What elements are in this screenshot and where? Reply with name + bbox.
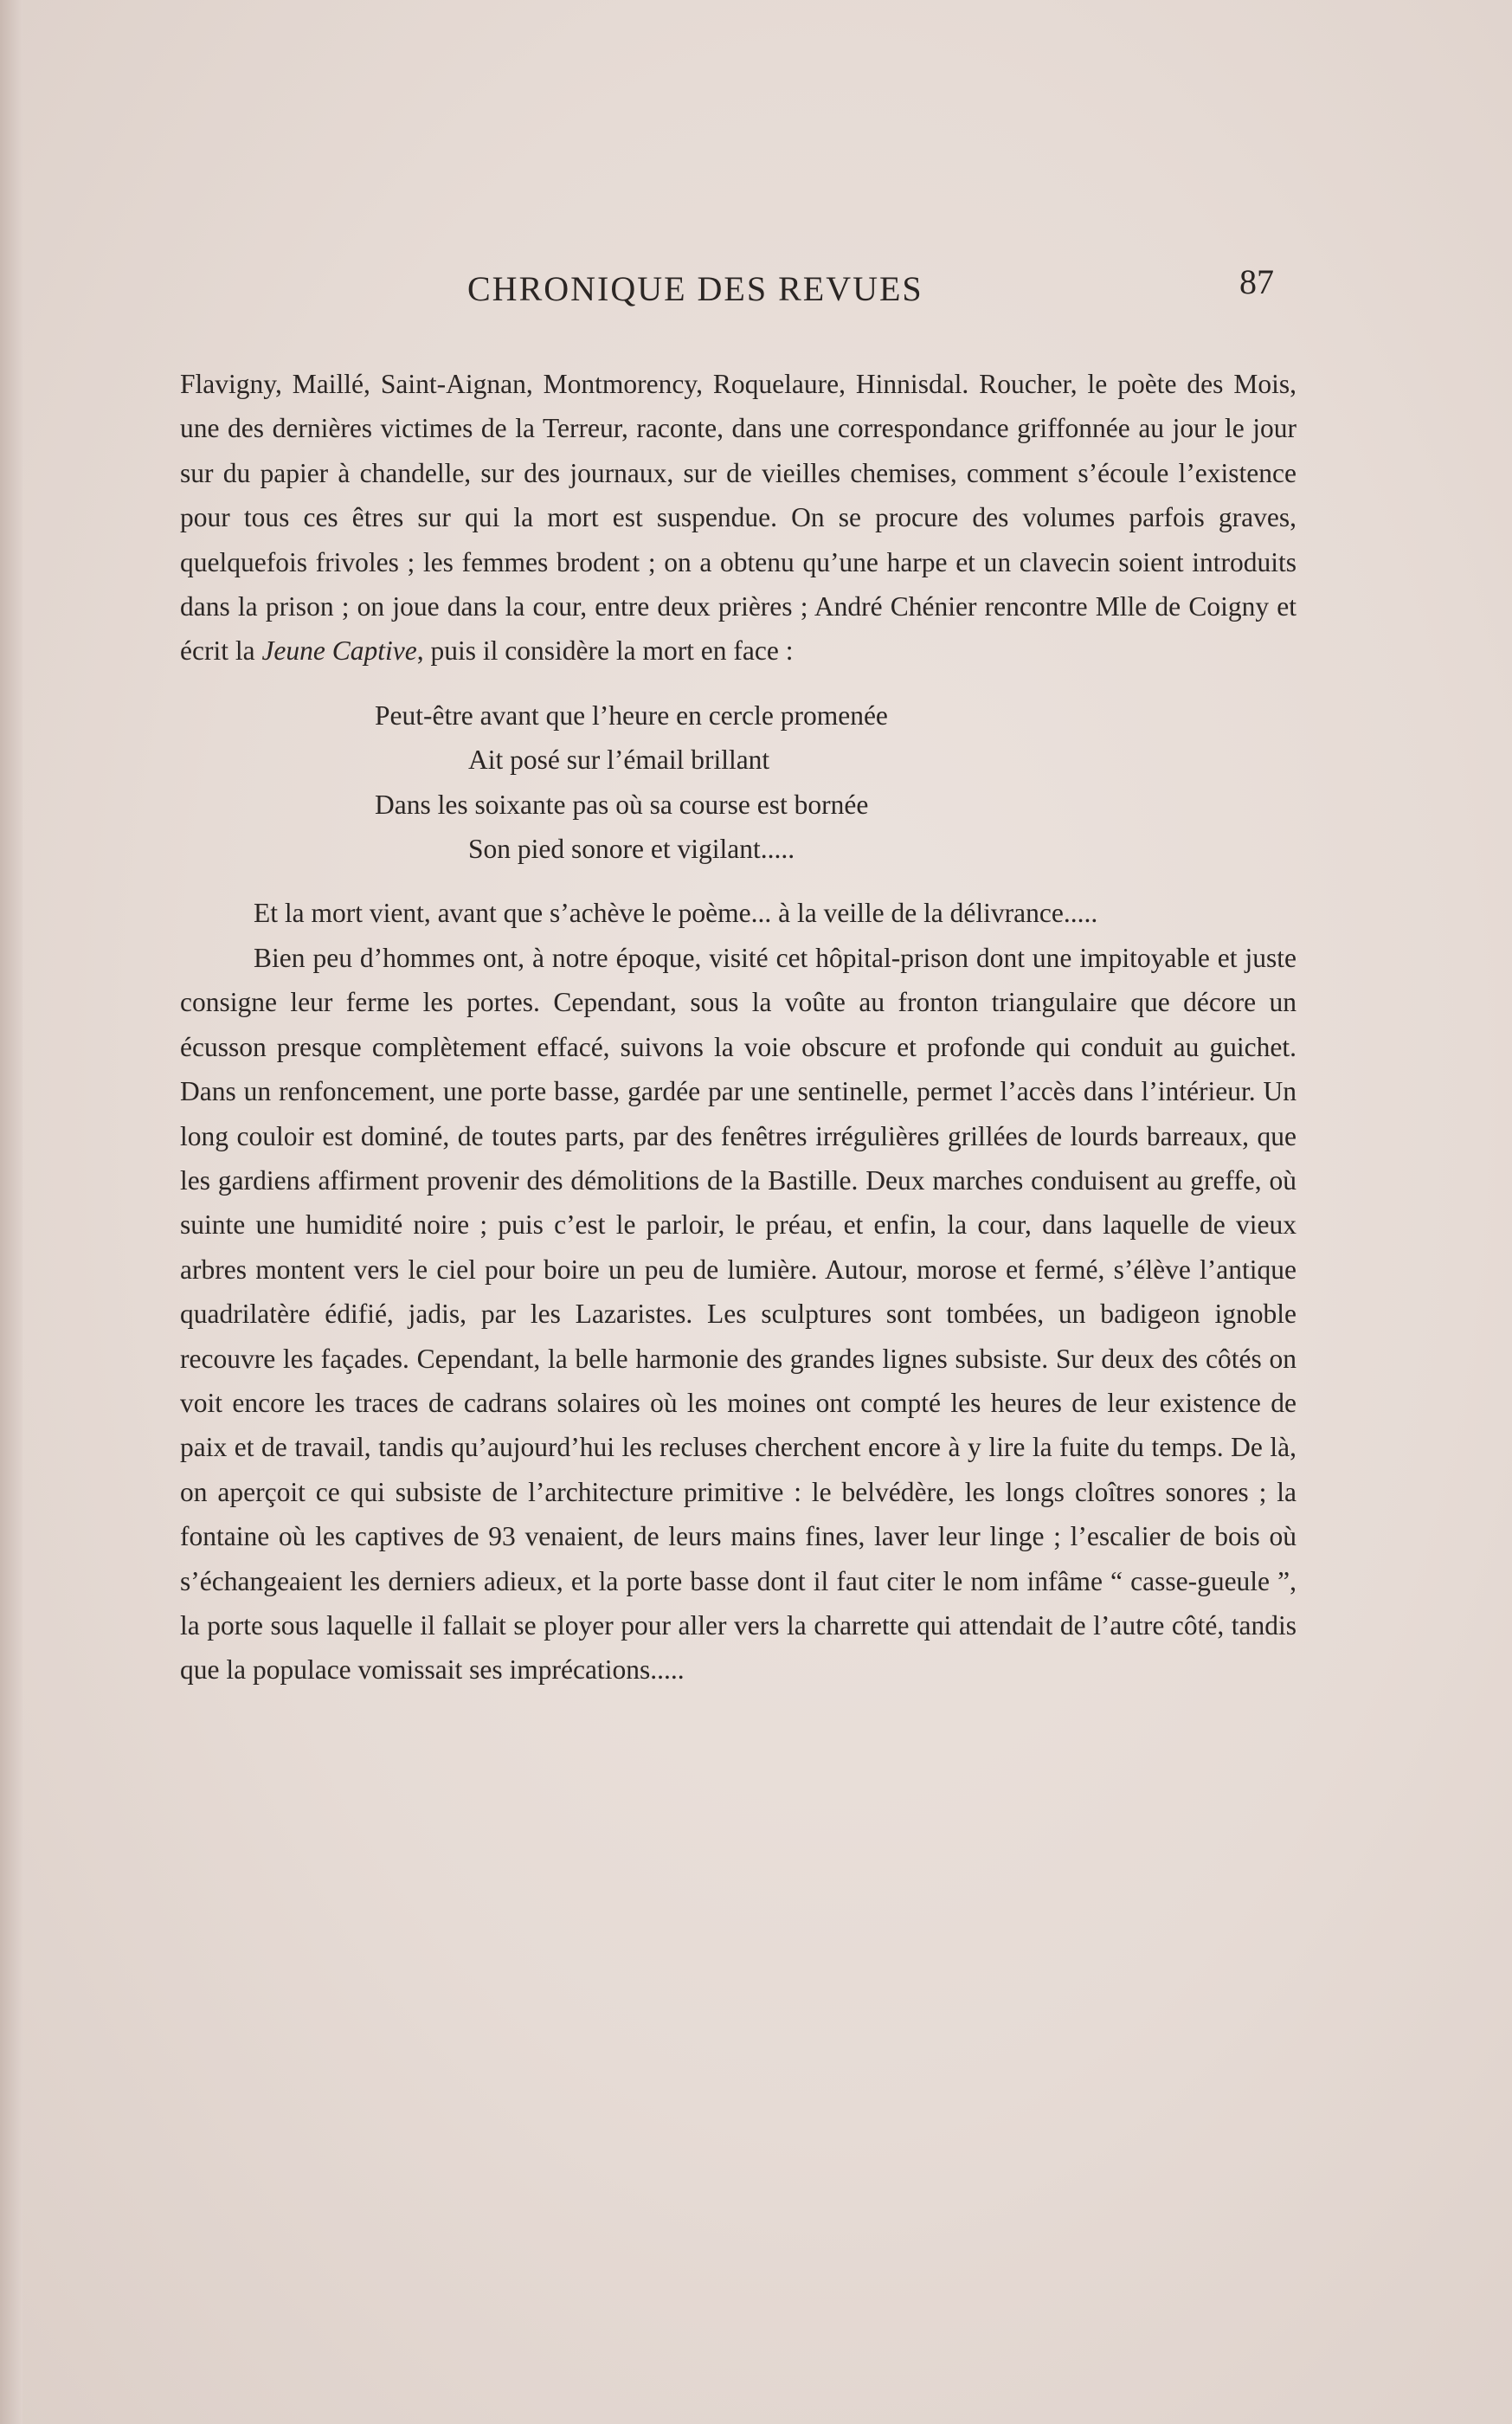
paragraph-1-end: , puis il considère la mort en face : xyxy=(416,635,794,667)
verse-line: Son pied sonore et vigilant..... xyxy=(468,834,795,865)
verse-block xyxy=(180,693,1296,872)
verse-line: Dans les soixante pas où sa course est bornée xyxy=(375,789,869,820)
paragraph-2: Et la mort vient, avant que s’achève le poème... à la veille de la délivrance..... xyxy=(254,898,1098,929)
running-head: CHRONIQUE DES REVUES xyxy=(467,269,923,308)
body-text xyxy=(180,362,1296,1692)
poem-title: Jeune Captive xyxy=(261,635,417,667)
paragraph-3: Bien peu d’hommes ont, à notre époque, visité cet hôpital-prison dont une impitoyable et juste consigne leur ferme les portes. Cependant, sous la voûte au fronton triangulaire que décore un écusson presque complètement effacé, suivons la voie obscure et profonde qui conduit au guichet. Dans un renfoncement, une porte basse, gardée par une sentinelle, permet l’accès dans l’intérieur. Un long couloir est dominé, de toutes parts, par des fenêtres irrégulières grillées de lourds barreaux, que les gardiens affirment provenir des démolitions de la Bastille. Deux marches conduisent au greffe, où suinte une humidité noire ; puis c’est le parloir, le préau, et enfin, la cour, dans laquelle de vieux arbres montent vers le ciel pour boire un peu de lumière. Autour, morose et fermé, s’élève l’antique quadrilatère édifié, jadis, par les Lazaristes. Les sculptures sont tombées, un badigeon ignoble recouvre les façades. Cependant, la belle harmonie des grandes lignes subsiste. Sur deux des côtés on voit encore les traces de cadrans solaires où les moines ont compté les heures de leur existence de paix et de travail, tandis qu’aujourd’hui les recluses cherchent encore à y lire la fuite du temps. De là, on aperçoit ce qui subsiste de l’architecture primitive : le belvédère, les longs cloîtres sonores ; la fontaine où les captives de 93 venaient, de leurs mains fines, laver leur linge ; l’escalier de bois où s’échangeaient les derniers adieux, et la porte basse dont il faut citer le nom infâme “ casse-gueule ”, la porte sous laquelle il fallait se ployer pour aller vers la charrette qui attendait de l’autre côté, tandis que la populace vomissait ses imprécations..... xyxy=(180,942,1296,1686)
verse-line: Peut-être avant que l’heure en cercle promenée xyxy=(375,699,888,731)
paragraph-1 xyxy=(180,362,1296,674)
page-binding-edge xyxy=(0,0,23,2424)
page-number: 87 xyxy=(1239,262,1274,301)
paragraph-1-text: Flavigny, Maillé, Saint-Aignan, Montmorency, Roquelaure, Hinnisdal. Roucher, le poète des Mois, une des dernières victimes de la Terreur, raconte, dans une correspondance griffonnée au jour le jour sur du papier à chandelle, sur des journaux, sur de vieilles chemises, comment s’écoule l’existence pour tous ces êtres sur qui la mort est suspendue. On se procure des volumes parfois graves, quelquefois frivoles ; les femmes brodent ; on a obtenu qu’une harpe et un clavecin soient introduits dans la prison ; on joue dans la cour, entre deux prières ; André Chénier rencontre Mlle de Coigny et écrit la xyxy=(180,369,1296,667)
verse-line: Ait posé sur l’émail brillant xyxy=(468,745,770,776)
